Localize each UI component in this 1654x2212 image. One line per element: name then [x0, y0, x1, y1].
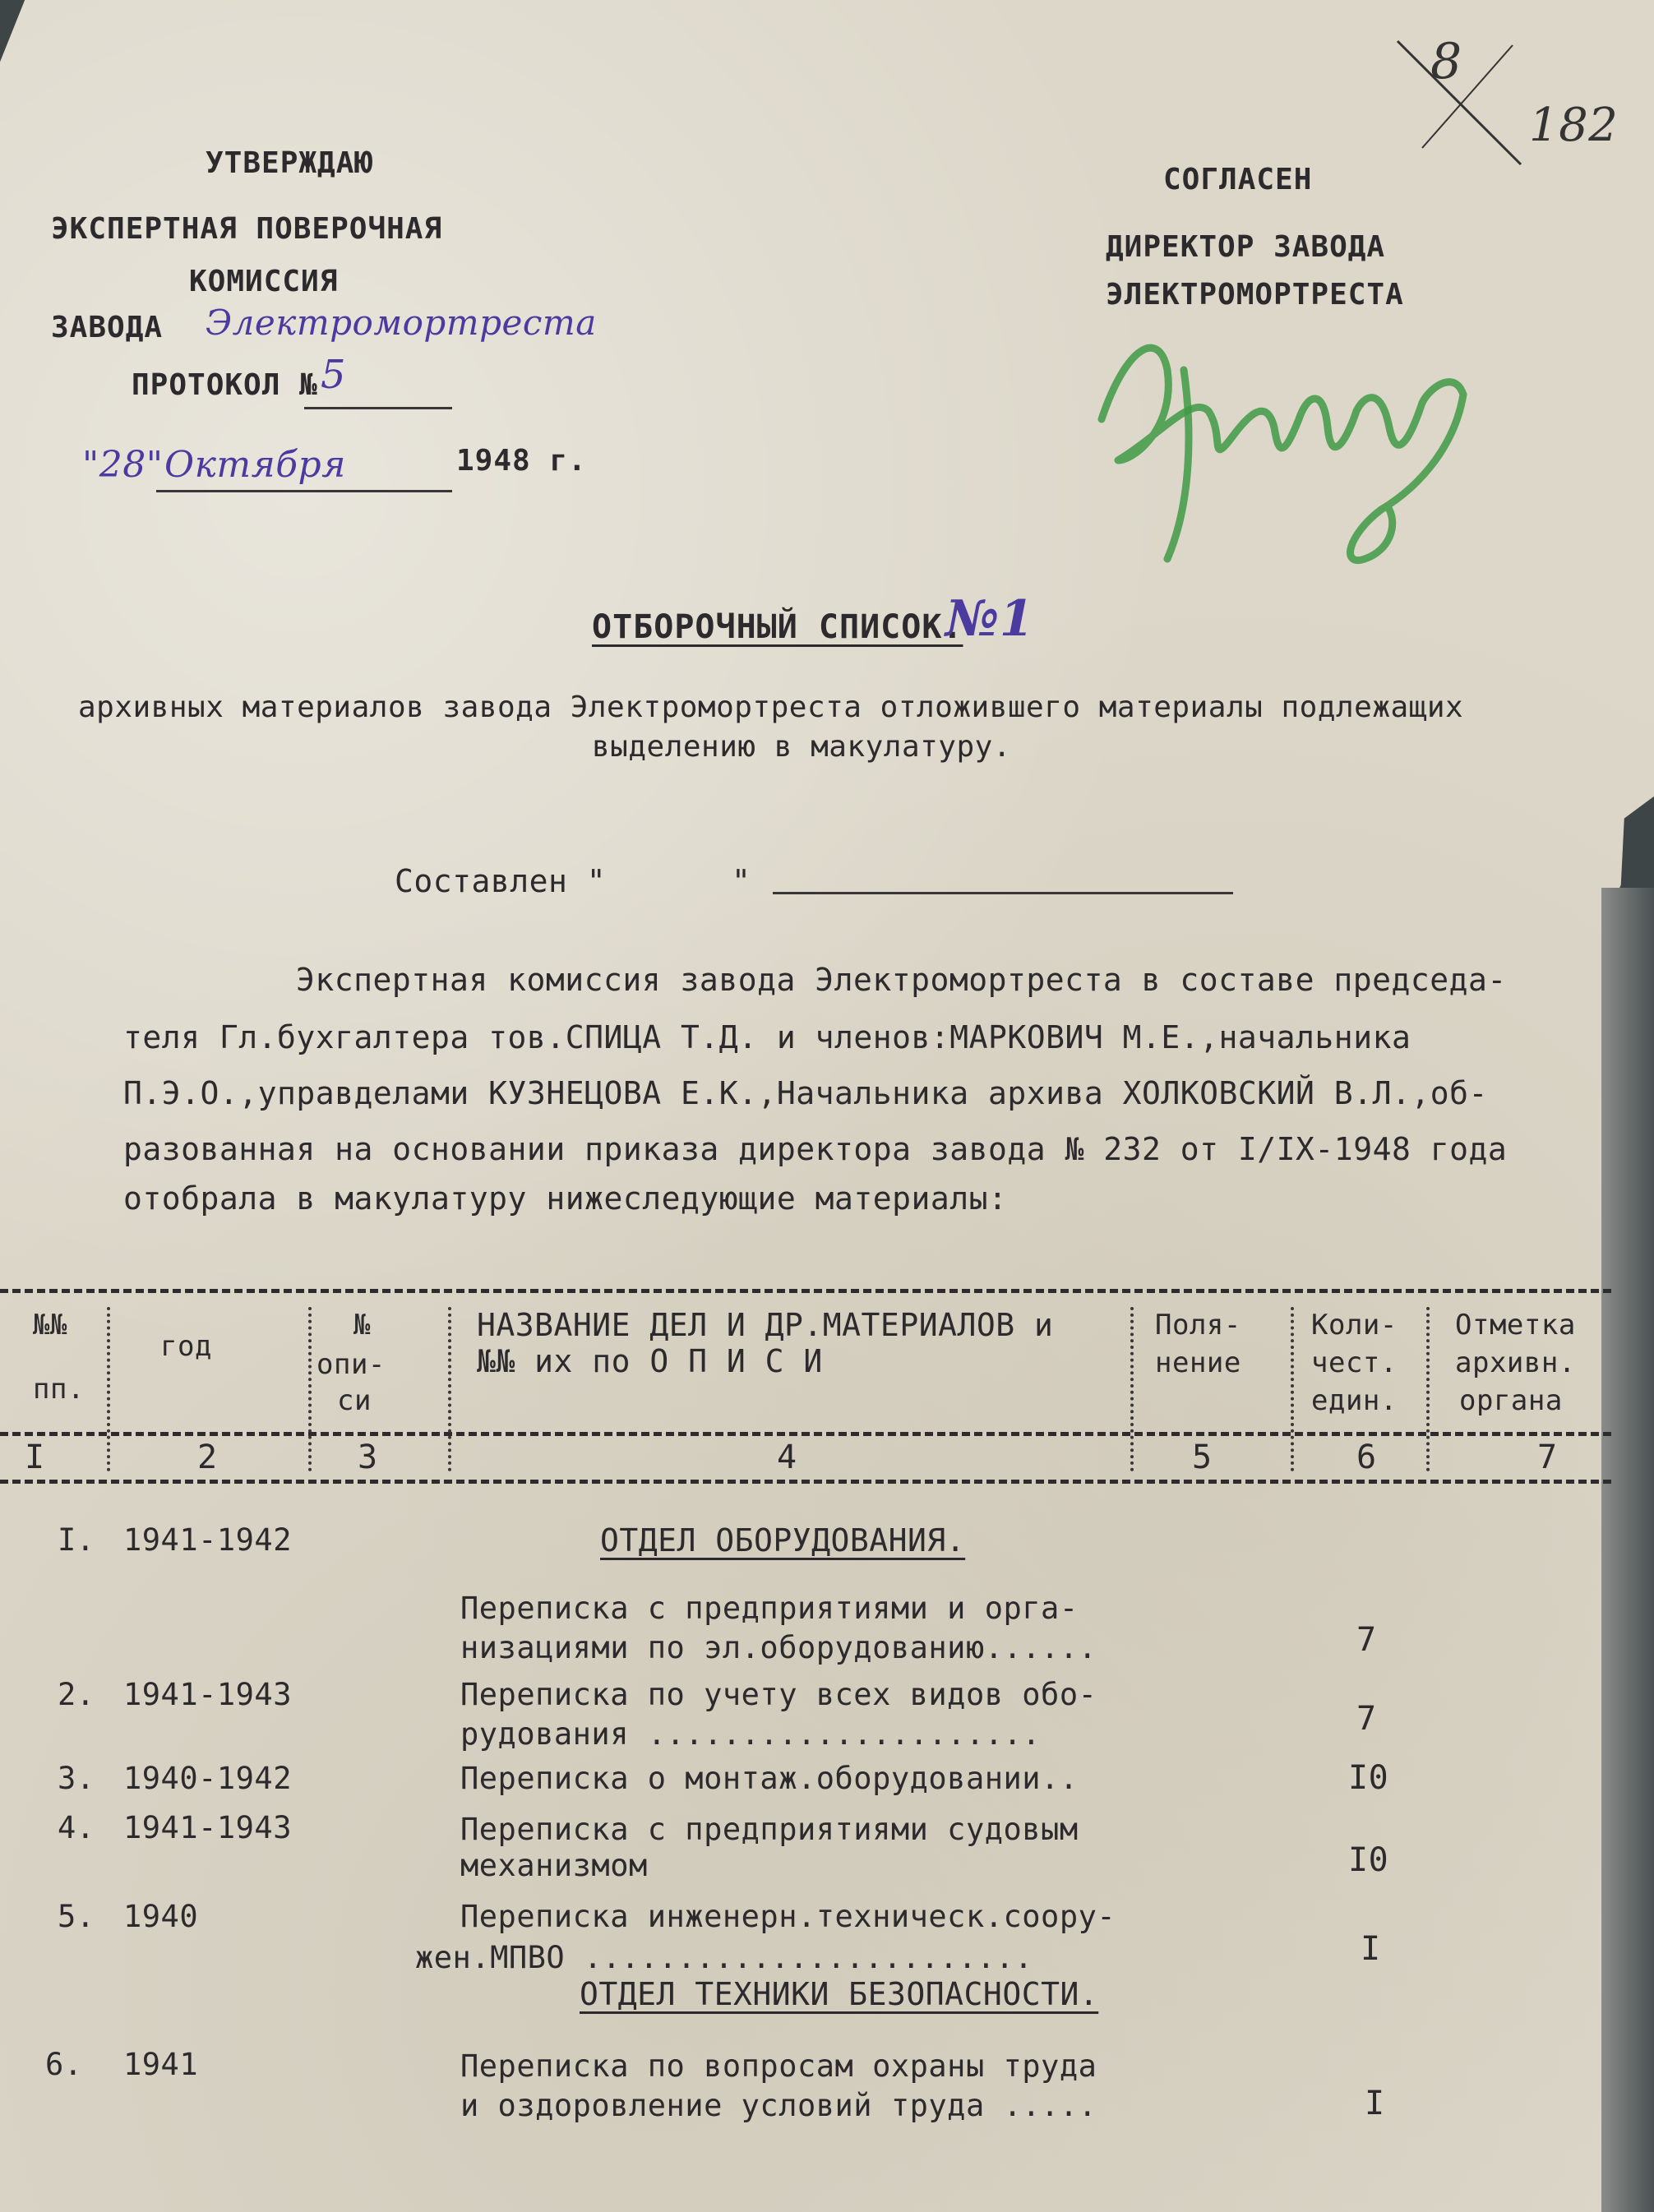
row1-year: 1941-1942 — [123, 1522, 292, 1558]
header-col2-line1: год — [160, 1330, 212, 1363]
header-col4-line1: НАЗВАНИЕ ДЕЛ И ДР.МАТЕРИАЛОВ и — [477, 1307, 1054, 1343]
row2-quantity: 7 — [1356, 1700, 1377, 1738]
column-number-2: 2 — [197, 1438, 218, 1476]
date-line — [156, 490, 452, 492]
row5-name-line1: Переписка инженерн.техническ.соору- — [460, 1899, 1116, 1934]
row3-number: 3. — [58, 1761, 95, 1796]
row3-year: 1940-1942 — [123, 1761, 292, 1796]
column-number-1: I — [25, 1438, 45, 1476]
header-col3-line1: № — [353, 1309, 371, 1342]
row4-name-line2: механизмом — [460, 1848, 648, 1883]
row1-quantity: 7 — [1356, 1621, 1377, 1659]
date-day: "28" — [82, 444, 164, 486]
archive-sheet-number: 182 — [1529, 99, 1619, 152]
row2-number: 2. — [58, 1677, 95, 1712]
factory-handwritten: Электромортреста — [206, 302, 597, 343]
section-heading-safety: ОТДЕЛ ТЕХНИКИ БЕЗОПАСНОСТИ. — [580, 1976, 1099, 2012]
agreed-heading: СОГЛАСЕН — [1163, 163, 1313, 196]
column-number-7: 7 — [1537, 1438, 1558, 1476]
row1-name-line1: Переписка с предприятиями и орга- — [460, 1591, 1079, 1626]
table-numbers-rule — [0, 1480, 1611, 1484]
row6-number: 6. — [45, 2047, 83, 2082]
row1-number: I. — [58, 1522, 95, 1558]
archive-crossed-number: 8 — [1430, 33, 1462, 90]
row1-name-line2: низациями по эл.оборудованию...... — [460, 1630, 1097, 1665]
protocol-number-line — [304, 407, 452, 409]
column-number-4: 4 — [777, 1438, 797, 1476]
col-sep-2 — [308, 1307, 312, 1471]
date-month: Октября — [164, 444, 346, 486]
commission-name: ЭКСПЕРТНАЯ ПОВЕРОЧНАЯ — [51, 212, 443, 246]
table-header-rule — [0, 1432, 1611, 1436]
director-trust: ЭЛЕКТРОМОРТРЕСТА — [1106, 278, 1404, 312]
approve-heading: УТВЕРЖДАЮ — [206, 146, 374, 180]
director-signature — [1069, 296, 1480, 575]
paragraph-line5: отобрала в макулатуру нижеследующие материалы: — [123, 1180, 1008, 1217]
header-col5-line1: Поля- — [1155, 1309, 1241, 1342]
paragraph-line4: разованная на основании приказа директора завода № 232 от I/IX-1948 года — [123, 1131, 1508, 1167]
header-col1-line2: пп. — [33, 1373, 85, 1406]
commission-word: КОМИССИЯ — [189, 265, 339, 298]
compiled-line — [773, 892, 1233, 894]
document-number: №1 — [945, 590, 1034, 648]
header-col7-line2: архивн. — [1455, 1346, 1576, 1379]
header-col5-line2: нение — [1155, 1346, 1241, 1379]
subtitle-line2: выделению в макулатуру. — [592, 730, 1011, 764]
row6-name-line1: Переписка по вопросам охраны труда — [460, 2048, 1097, 2084]
row6-quantity: I — [1365, 2085, 1385, 2122]
compiled-label: Составлен " — [395, 863, 607, 899]
director-title: ДИРЕКТОР ЗАВОДА — [1106, 230, 1386, 264]
col-sep-1 — [107, 1307, 110, 1471]
row6-year: 1941 — [123, 2047, 199, 2082]
header-col6-line2: чест. — [1311, 1346, 1398, 1379]
row2-year: 1941-1943 — [123, 1677, 292, 1712]
column-number-6: 6 — [1356, 1438, 1377, 1476]
col-sep-6 — [1426, 1307, 1430, 1471]
document-title: ОТБОРОЧНЫЙ СПИСОК. — [592, 608, 963, 646]
header-col7-line1: Отметка — [1455, 1309, 1576, 1342]
page-edge-shadow — [1601, 888, 1654, 2212]
date-year: 1948 г. — [456, 444, 587, 478]
paragraph-line2: теля Гл.бухгалтера тов.СПИЦА Т.Д. и членов:МАРКОВИЧ М.Е.,начальника — [123, 1019, 1411, 1055]
protocol-number: 5 — [321, 352, 347, 398]
header-col6-line1: Коли- — [1311, 1309, 1398, 1342]
row4-year: 1941-1943 — [123, 1810, 292, 1845]
row2-name-line2: рудования ..................... — [460, 1716, 1042, 1752]
header-col3-line2: опи- — [316, 1348, 386, 1381]
subtitle-line1: архивных материалов завода Электромортреста отложившего материалы подлежащих — [78, 690, 1464, 724]
row5-quantity: I — [1361, 1930, 1381, 1968]
row4-name-line1: Переписка с предприятиями судовым — [460, 1812, 1079, 1847]
row5-name-line2: жен.МПВО ........................ — [415, 1940, 1033, 1975]
row5-number: 5. — [58, 1899, 95, 1934]
column-number-3: 3 — [358, 1438, 378, 1476]
row6-name-line2: и оздоровление условий труда ..... — [460, 2088, 1097, 2123]
paragraph-line1: Экспертная комиссия завода Электромортреста в составе председа- — [296, 962, 1507, 998]
row3-quantity: I0 — [1348, 1759, 1389, 1797]
section-heading-equipment: ОТДЕЛ ОБОРУДОВАНИЯ. — [600, 1522, 966, 1559]
row5-year: 1940 — [123, 1899, 199, 1934]
compiled-quote: " — [732, 863, 751, 899]
header-col4-line2: №№ их по О П И С И — [477, 1343, 823, 1379]
header-col1-line1: №№ — [33, 1309, 67, 1342]
row4-quantity: I0 — [1348, 1841, 1389, 1879]
row2-name-line1: Переписка по учету всех видов обо- — [460, 1677, 1097, 1712]
col-sep-5 — [1291, 1307, 1294, 1471]
factory-label: ЗАВОДА — [51, 311, 164, 344]
protocol-label: ПРОТОКОЛ № — [132, 368, 318, 402]
table-top-rule — [0, 1289, 1611, 1293]
col-sep-3 — [448, 1307, 451, 1471]
row3-name-line1: Переписка о монтаж.оборудовании.. — [460, 1761, 1079, 1796]
header-col3-line3: си — [337, 1384, 372, 1417]
header-col7-line3: органа — [1459, 1384, 1563, 1417]
column-number-5: 5 — [1192, 1438, 1213, 1476]
col-sep-4 — [1130, 1307, 1134, 1471]
header-col6-line3: един. — [1311, 1384, 1398, 1417]
paragraph-line3: П.Э.О.,управделами КУЗНЕЦОВА Е.К.,Начальника архива ХОЛКОВСКИЙ В.Л.,об- — [123, 1075, 1488, 1111]
row4-number: 4. — [58, 1810, 95, 1845]
